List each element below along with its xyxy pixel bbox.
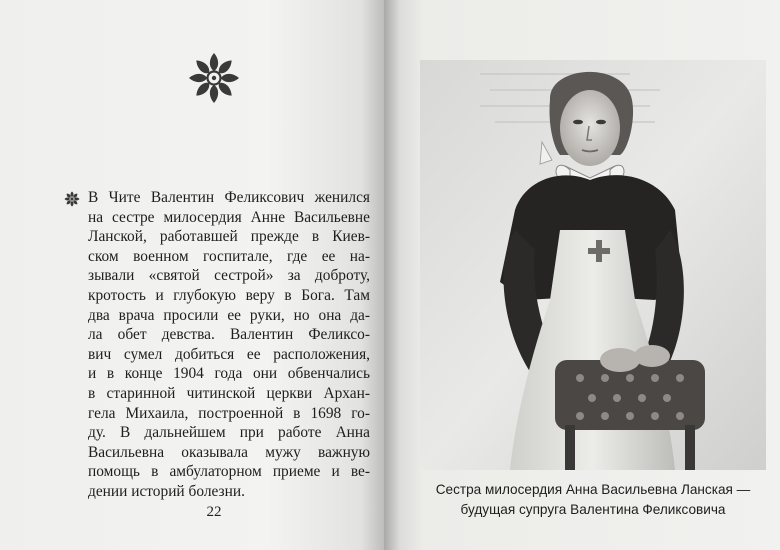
page-number: 22	[206, 504, 222, 520]
paragraph-line: дении историй болезни.	[88, 482, 245, 500]
caption-line: Сестра милосердия Анна Васильевна Ланская —	[435, 482, 751, 497]
rosette-ornament-icon	[188, 52, 240, 104]
paragraph-line: и в конце 1904 года они обвенчались	[88, 365, 370, 383]
paragraph-line: на сестре милосердия Анне Васильевне	[88, 208, 370, 226]
paragraph-line: ском военном госпитале, где ее на-	[88, 247, 370, 265]
paragraph-line: гела Михаила, построенной в 1698 го-	[88, 404, 370, 422]
paragraph-line: два врача просили ее руки, но она да-	[88, 306, 370, 324]
paragraph-line: в старинной читинской церкви Архан-	[88, 384, 370, 402]
small-rosette-bullet-icon	[64, 191, 80, 207]
paragraph-line: зывали «святой сестрой» за доброту,	[88, 267, 370, 285]
photo-caption	[430, 480, 756, 520]
paragraph-line: Васильевна оказывала мужу важную	[88, 443, 370, 461]
body-paragraph	[88, 188, 370, 502]
paragraph-line: ду. В дальнейшем при работе Анна	[88, 424, 370, 442]
paragraph-line: помощь в амбулаторном приеме и ве-	[88, 463, 370, 481]
paragraph-line: В Чите Валентин Феликсович женился	[88, 189, 370, 206]
paragraph-line: вич сумел добиться ее расположения,	[88, 345, 370, 363]
nurse-portrait-photo	[420, 60, 766, 470]
left-page	[0, 0, 384, 550]
paragraph-line: Ланской, работавшей прежде в Киев-	[88, 228, 370, 246]
caption-line: будущая супруга Валентина Феликсовича	[460, 502, 726, 517]
paragraph-line: кротость и глубокую веру в Бога. Там	[88, 286, 370, 304]
paragraph-line: ла обет девства. Валентин Феликсо-	[88, 326, 370, 344]
